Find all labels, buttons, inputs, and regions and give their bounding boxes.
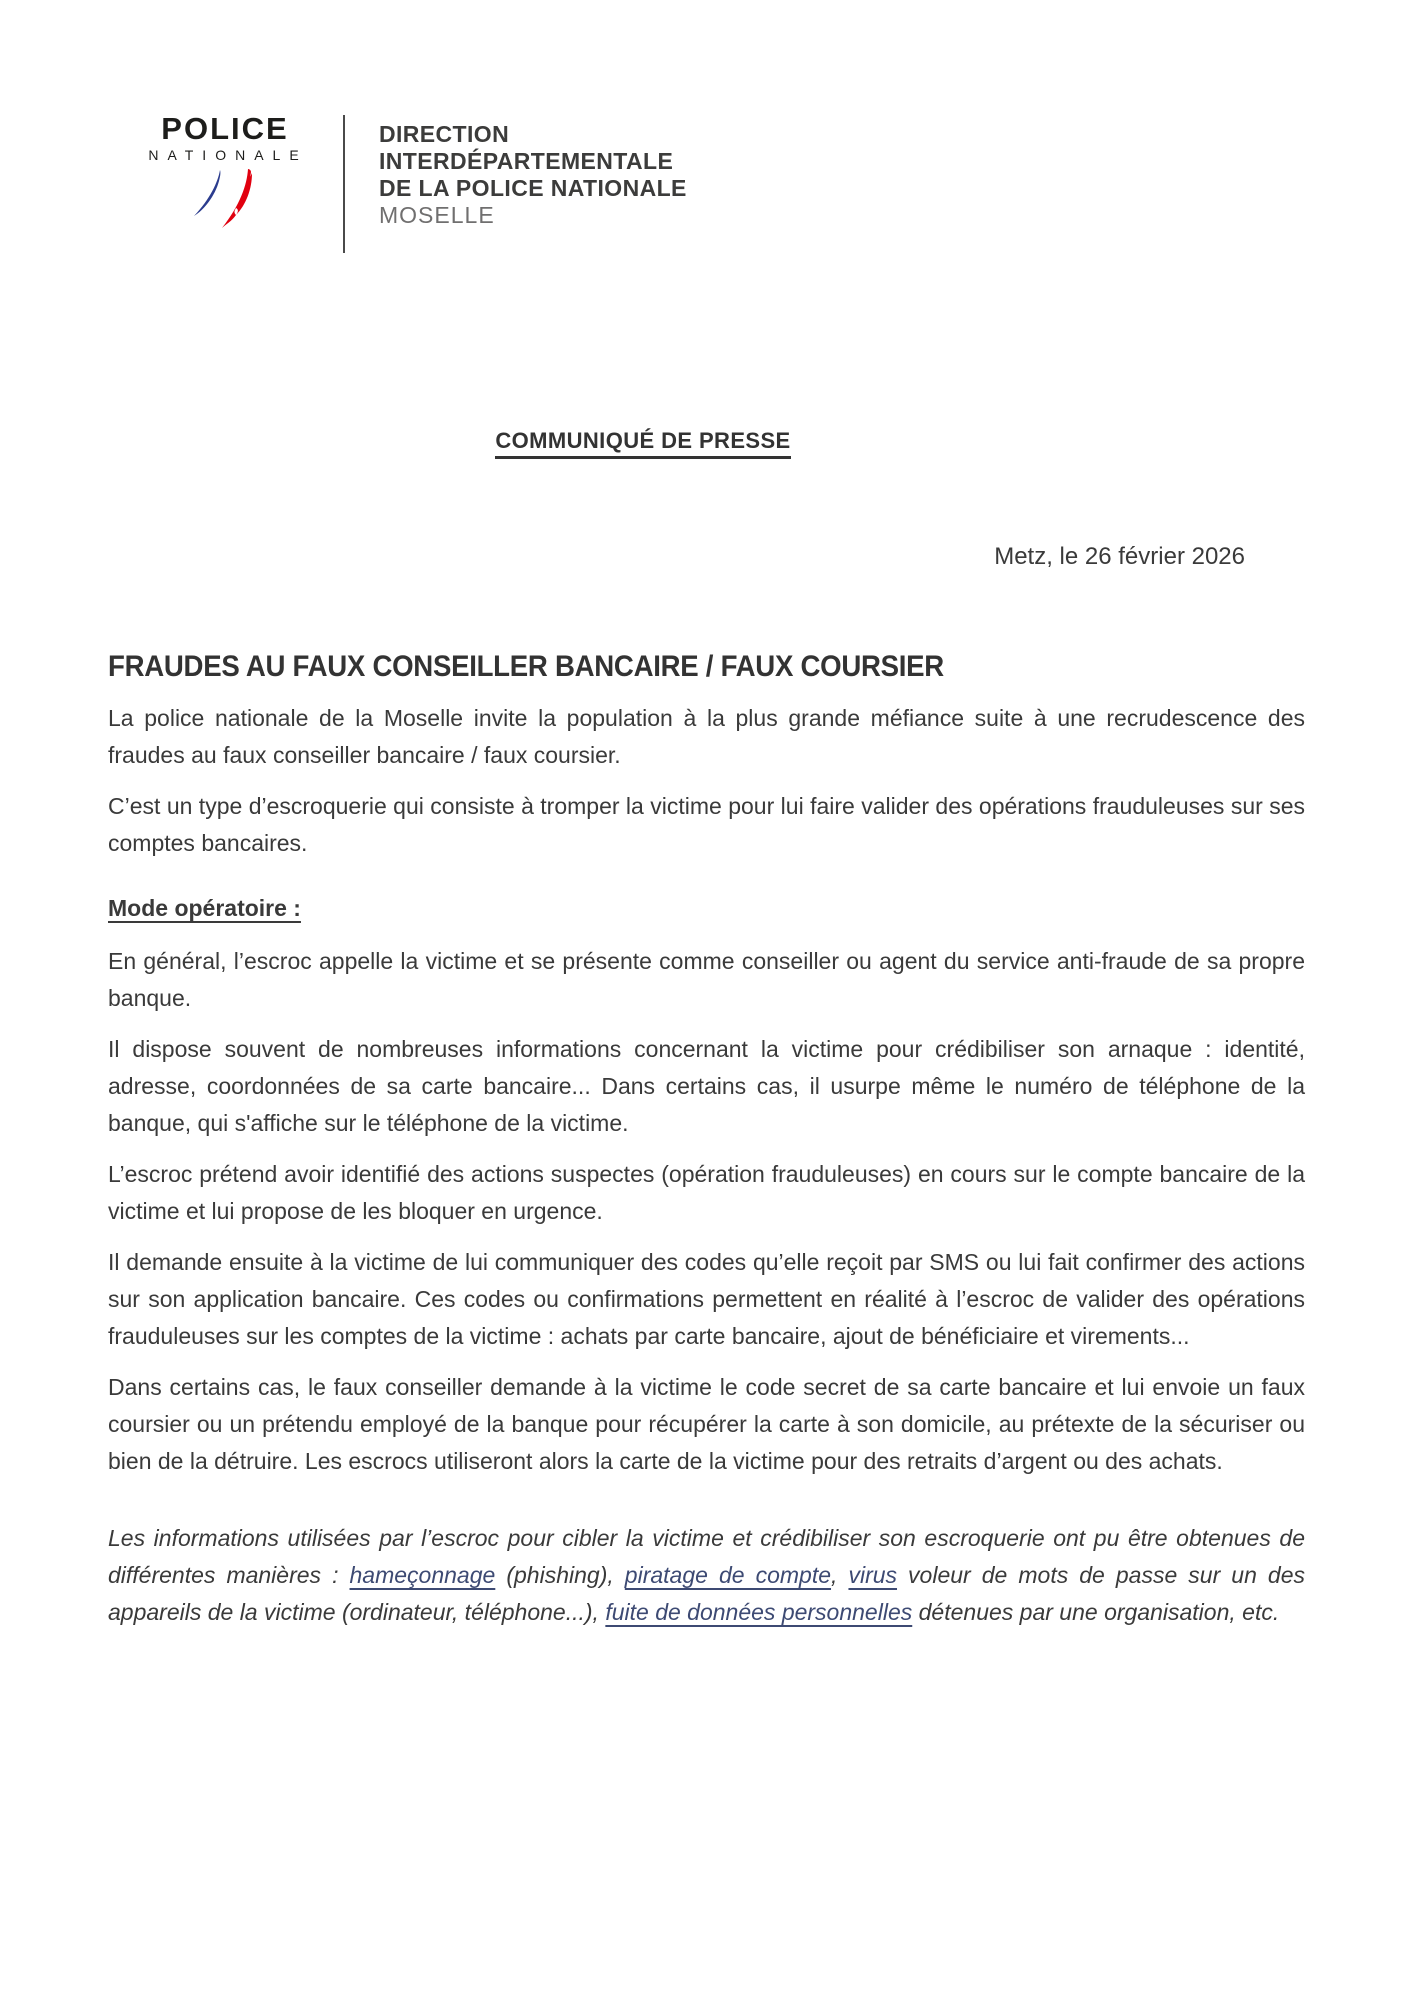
logo-title: POLICE <box>161 111 289 146</box>
body-paragraph: Il dispose souvent de nombreuses informations concernant la victime pour crédibiliser son arnaque : identité, adresse, coordonnées de sa carte bancaire... Dans certains cas, il usurpe même le numéro de téléphone de la banque, qui s'affiche sur le téléphone de la victime. <box>108 1036 1305 1136</box>
doc-link[interactable]: fuite de données personnelles <box>605 1599 913 1625</box>
body-paragraph: En général, l’escroc appelle la victime et se présente comme conseiller ou agent du service anti-fraude de sa propre banque. <box>108 948 1305 1011</box>
header-divider <box>343 115 345 253</box>
direction-block <box>379 113 687 253</box>
document-body <box>108 700 1305 1645</box>
section-heading: Mode opératoire : <box>108 895 301 921</box>
body-paragraph: Dans certains cas, le faux conseiller demande à la victime le code secret de sa carte bancaire et lui envoie un faux coursier ou un prétendu employé de la banque pour récupérer la carte à son domicile, au prétexte de la sécuriser ou bien de la détruire. Les escrocs utiliseront alors la carte de la victime pour des retraits d’argent ou des achats. <box>108 1374 1305 1474</box>
main-heading: FRAUDES AU FAUX CONSEILLER BANCAIRE / FAUX COURSIER <box>108 650 944 684</box>
note-text: voleur de mots de passe sur un des appareils de la victime (ordinateur, téléphone...), <box>108 1562 1306 1625</box>
note-text: détenues par une organisation, etc. <box>912 1599 1280 1625</box>
final-note-paragraph <box>108 1520 1305 1631</box>
department-name: MOSELLE <box>379 202 495 228</box>
note-text: , <box>831 1562 849 1588</box>
body-paragraph: L’escroc prétend avoir identifié des actions suspectes (opération frauduleuses) en cours sur le compte bancaire de la victime et lui propose de les bloquer en urgence. <box>108 1161 1305 1224</box>
press-release-title-wrap <box>108 428 1178 459</box>
note-text: Les informations utilisées par l’escroc pour cibler la victime et crédibiliser son escroquerie ont pu être obtenues de différentes manières : <box>108 1525 1305 1588</box>
french-flag-chevrons-icon <box>135 169 315 234</box>
doc-link[interactable]: virus <box>848 1562 898 1588</box>
direction-line-1: DIRECTION <box>379 121 510 147</box>
direction-line-3: DE LA POLICE NATIONALE <box>379 175 687 201</box>
note-text: (phishing), <box>495 1562 625 1588</box>
direction-line-2: INTERDÉPARTEMENTALE <box>379 148 674 174</box>
body-paragraph: La police nationale de la Moselle invite la population à la plus grande méfiance suite à une recrudescence des fraudes au faux conseiller bancaire / faux coursier. <box>108 705 1305 768</box>
mode-paragraphs <box>108 943 1305 1480</box>
header <box>135 113 687 253</box>
logo-subtitle: NATIONALE <box>148 147 308 163</box>
doc-link[interactable]: hameçonnage <box>349 1562 496 1588</box>
dateline: Metz, le 26 février 2026 <box>994 543 1245 570</box>
body-paragraph: Il demande ensuite à la victime de lui communiquer des codes qu’elle reçoit par SMS ou lui fait confirmer des actions sur son application bancaire. Ces codes ou confirmations permettent en réalité à l’escroc de valider des opérations frauduleuses sur les comptes de la victime : achats par carte bancaire, ajout de bénéficiaire et virements... <box>108 1249 1305 1349</box>
body-paragraph: C’est un type d’escroquerie qui consiste à tromper la victime pour lui faire valider des opérations frauduleuses sur ses comptes bancaires. <box>108 793 1305 856</box>
intro-paragraphs <box>108 700 1305 862</box>
doc-link[interactable]: piratage de compte <box>624 1562 832 1588</box>
police-nationale-logo <box>135 113 315 253</box>
press-release-title: COMMUNIQUÉ DE PRESSE <box>495 428 790 459</box>
